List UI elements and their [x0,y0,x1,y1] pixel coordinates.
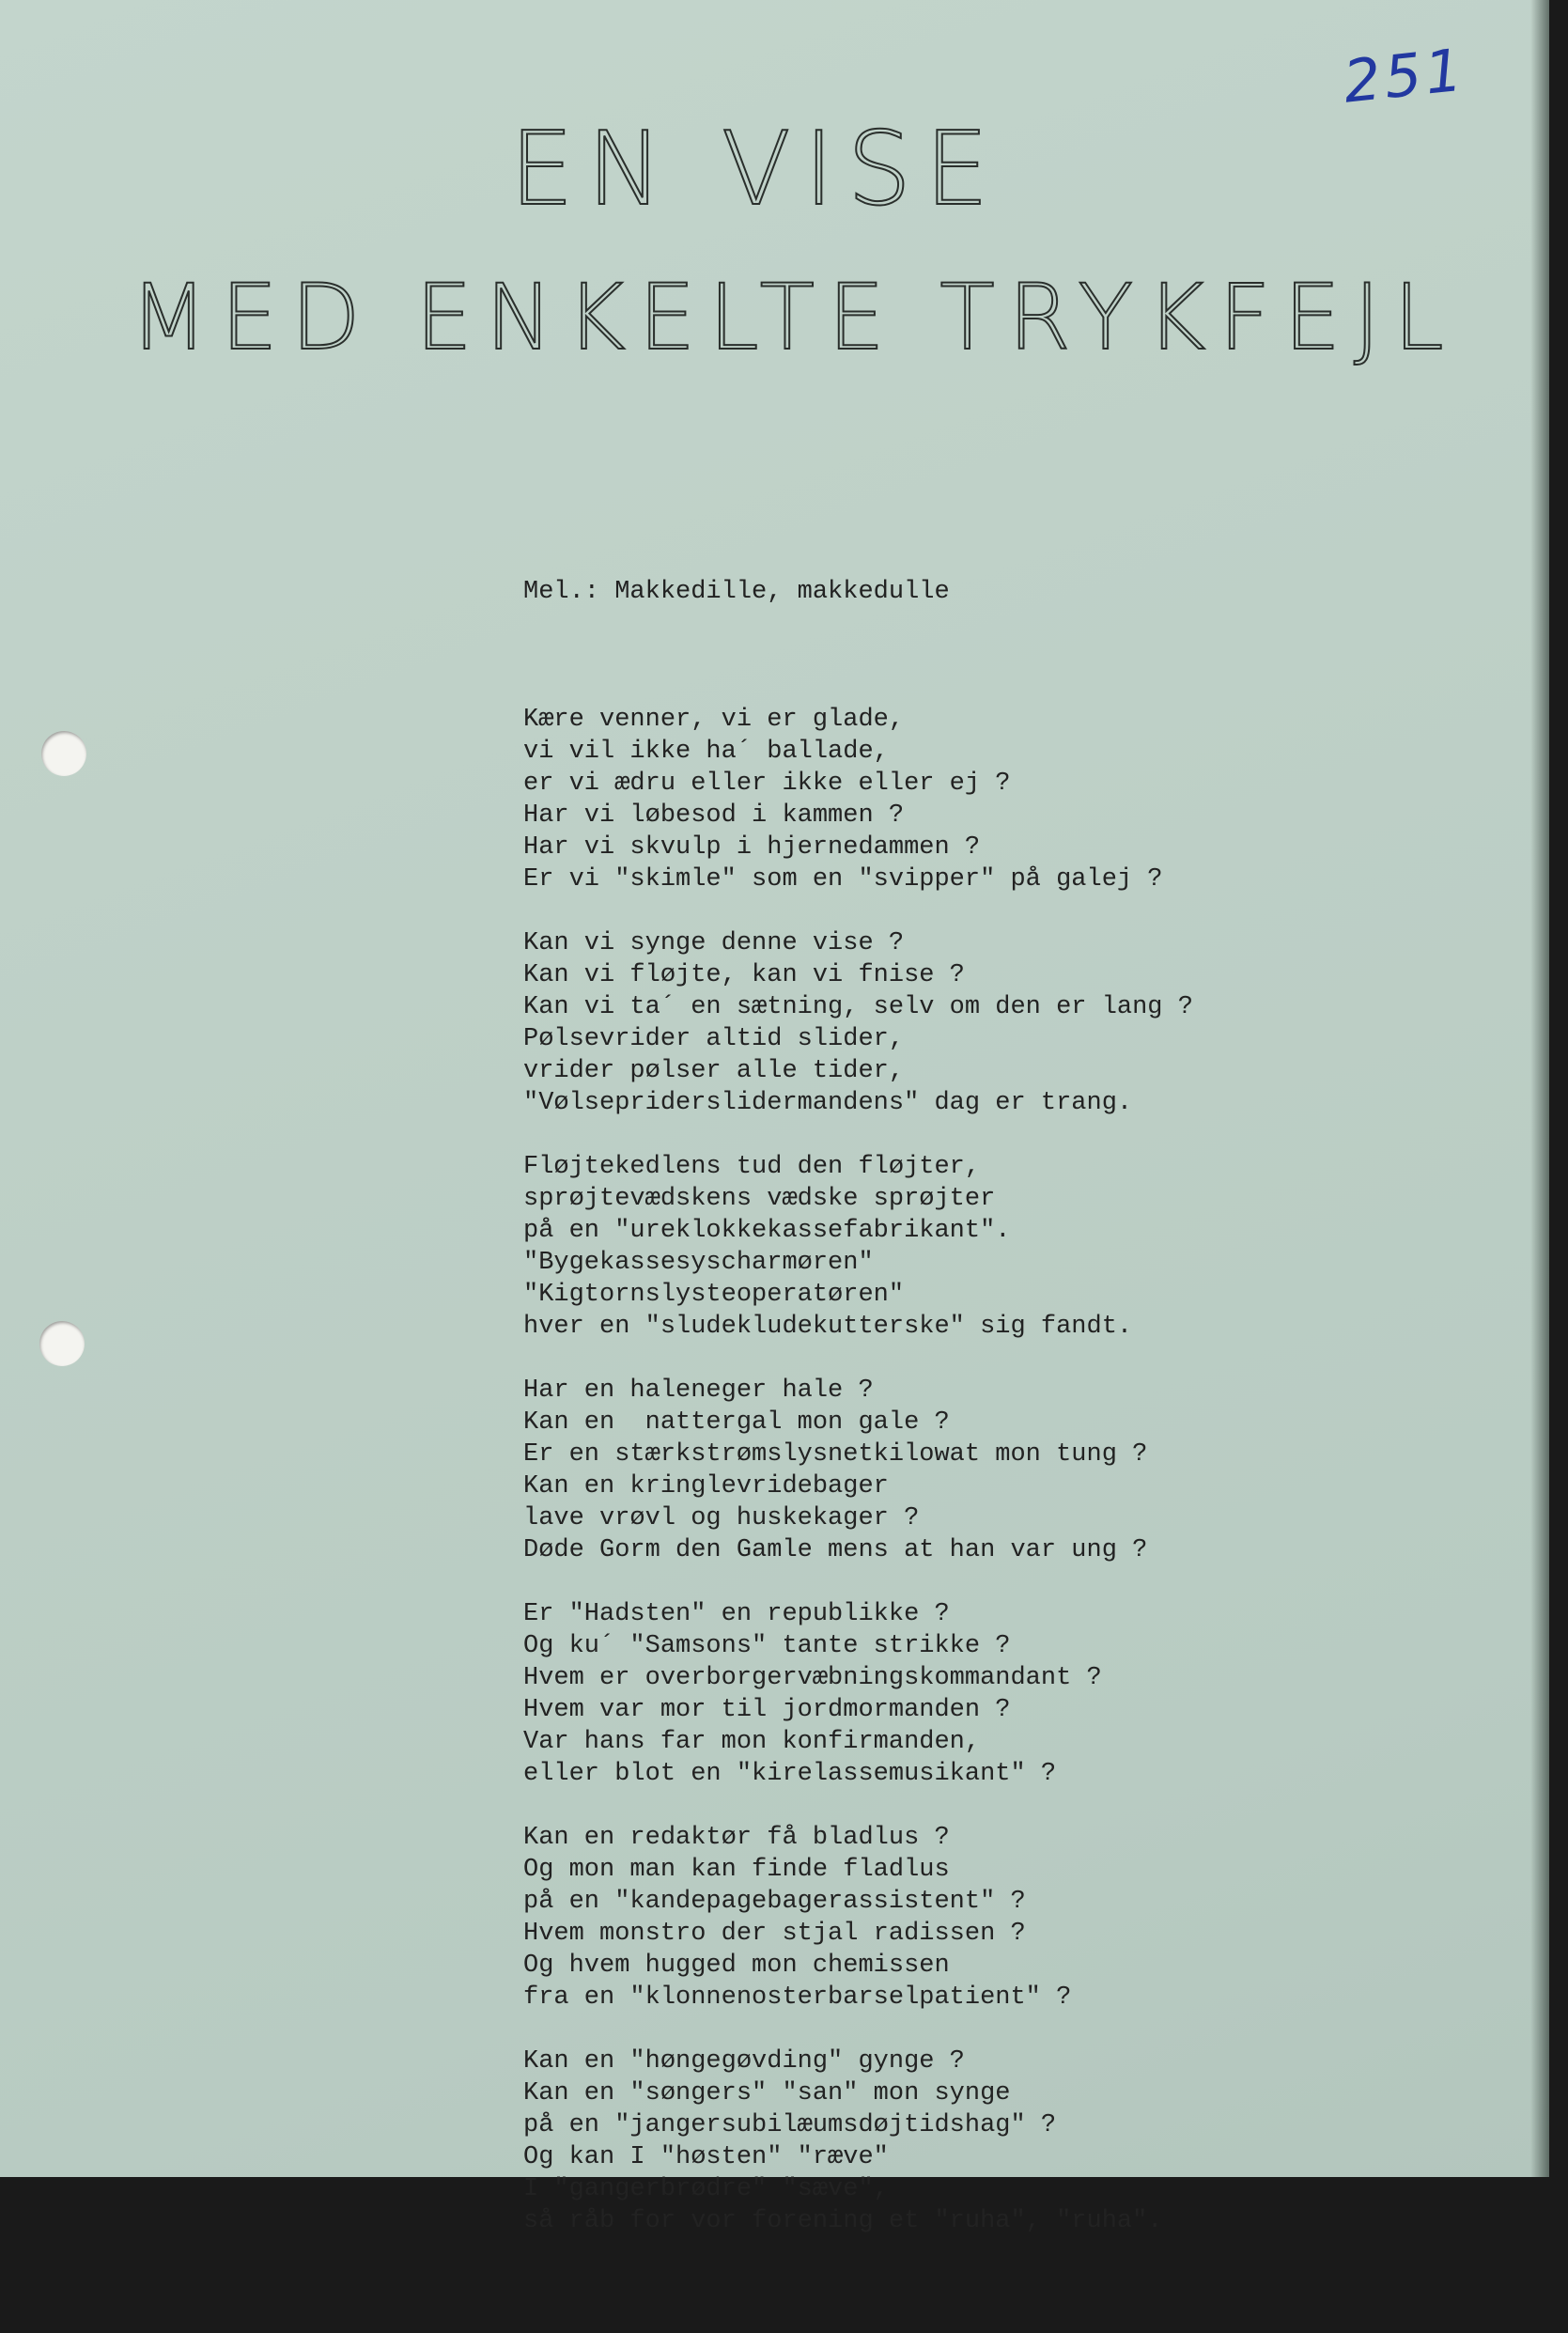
verse-line: Hvem var mor til jordmormanden ? [523,1696,1011,1724]
verse-line: Kan en kringlevridebager [523,1472,889,1501]
verse-line: Kan vi ta´ en sætning, selv om den er lang ? [523,993,1193,1021]
verse-line: Pølsevrider altid slider, [523,1025,905,1053]
title-line-1: EN VISE [509,111,1002,228]
title-line-2: MED ENKELTE TRYKFEJL [130,265,1457,370]
stanza-1 [523,704,1193,895]
stanza-list [523,704,1193,2237]
stanza-2 [523,927,1193,1119]
stanza-7 [523,2045,1193,2237]
verse-line: vrider pølser alle tider, [523,1057,905,1085]
verse-line: Kan en "søngers" "san" mon synge [523,2079,1011,2107]
handwritten-page-number: 251 [1340,35,1469,117]
stanza-4 [523,1375,1193,1566]
verse-line: Og hvem hugged mon chemissen [523,1952,950,1980]
verse-line: Har vi løbesod i kammen ? [523,801,905,830]
verse-line: på en "kandepagebagerassistent" ? [523,1888,1026,1916]
verse-line: lave vrøvl og huskekager ? [523,1504,920,1532]
punch-hole [41,731,86,776]
song-text [523,512,1193,2333]
verse-line: Er "Hadsten" en republikke ? [523,1600,950,1628]
verse-line: Fløjtekedlens tud den fløjter, [523,1153,981,1181]
punch-hole [39,1321,85,1366]
verse-line: Kan en "høngegøvding" gynge ? [523,2047,965,2076]
verse-line: Og mon man kan finde fladlus [523,1856,950,1884]
verse-line: eller blot en "kirelassemusikant" ? [523,1760,1057,1788]
verse-line: fra en "klonnenosterbarselpatient" ? [523,1983,1072,2012]
verse-line: Og kan I "høsten" "ræve" [523,2143,889,2171]
verse-line: Var hans far mon konfirmanden, [523,1728,981,1756]
verse-line: Kan vi synge denne vise ? [523,929,905,957]
verse-line: Kære venner, vi er glade, [523,706,905,734]
verse-line: Hvem monstro der stjal radissen ? [523,1920,1026,1948]
verse-line: hver en "sludekludekutterske" sig fandt. [523,1313,1133,1341]
verse-line: så råb for vor forening et "ruha", "ruha". [523,2207,1163,2235]
verse-line: er vi ædru eller ikke eller ej ? [523,770,1011,798]
verse-line: Hvem er overborgervæbningskommandant ? [523,1664,1102,1692]
verse-line: Og ku´ "Samsons" tante strikke ? [523,1632,1011,1660]
verse-line: på en "ureklokkekassefabrikant". [523,1217,1011,1245]
verse-line: Døde Gorm den Gamle mens at han var ung ? [523,1536,1148,1564]
verse-line: "Kigtornslysteoperatøren" [523,1281,905,1309]
verse-line: Kan en nattergal mon gale ? [523,1408,950,1437]
verse-line: Er vi "skimle" som en "svipper" på galej ? [523,865,1163,894]
verse-line: vi vil ikke ha´ ballade, [523,738,889,766]
verse-line: Er en stærkstrømslysnetkilowat mon tung ? [523,1440,1148,1469]
verse-line: I "gangerbrødre" "sæve", [523,2175,889,2203]
stanza-3 [523,1151,1193,1343]
verse-line: Kan en redaktør få bladlus ? [523,1824,950,1852]
verse-line: Kan vi fløjte, kan vi fnise ? [523,961,965,989]
verse-line: "Vølsepriderslidermandens" dag er trang. [523,1089,1133,1117]
stanza-6 [523,1822,1193,2014]
verse-line: Har vi skvulp i hjernedammen ? [523,833,981,862]
verse-line: "Bygekassesyscharmøren" [523,1249,874,1277]
melody-note: Mel.: Makkedille, makkedulle [523,578,950,606]
verse-line: sprøjtevædskens vædske sprøjter [523,1185,996,1213]
verse-line: Har en haleneger hale ? [523,1376,874,1405]
verse-line: på en "jangersubilæumsdøjtidshag" ? [523,2111,1057,2139]
stanza-5 [523,1598,1193,1790]
